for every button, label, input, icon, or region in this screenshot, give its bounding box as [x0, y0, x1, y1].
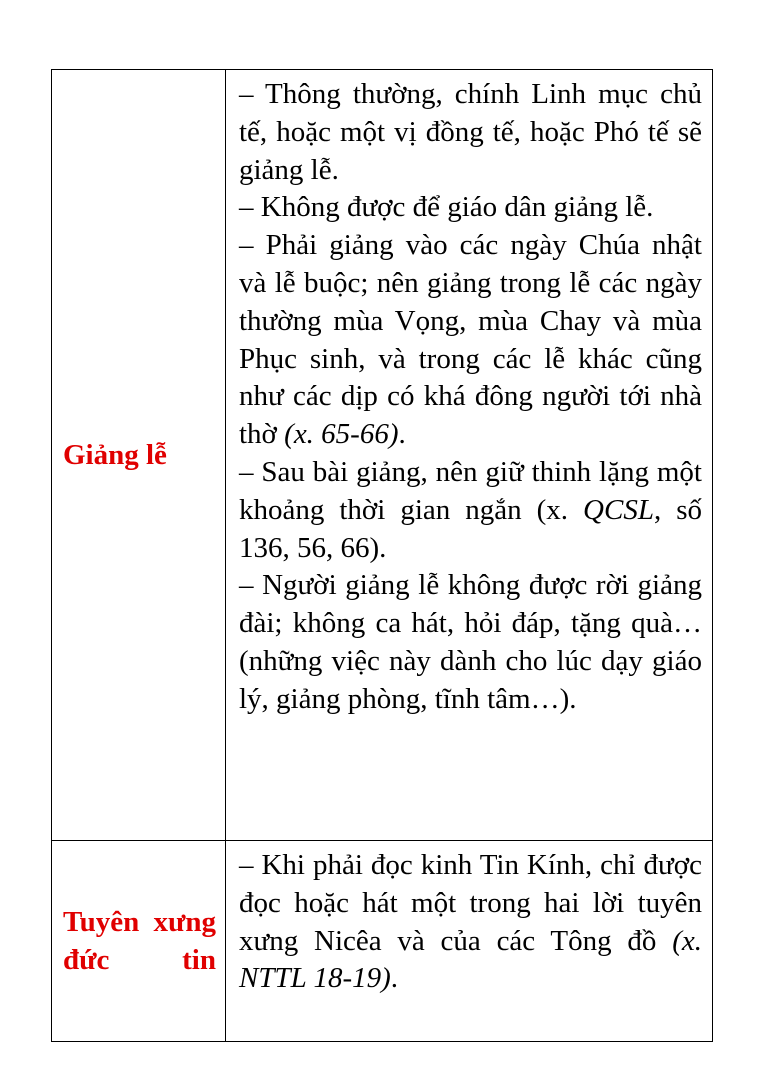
paragraph-tail: .: [390, 962, 399, 995]
paragraph-tail: .: [398, 418, 406, 451]
citation: QCSL: [583, 493, 654, 526]
paragraph: [239, 227, 702, 454]
paragraph: [239, 847, 702, 998]
citation: (x. 65-66): [284, 418, 399, 451]
row-content: [226, 70, 713, 841]
row-content: [226, 841, 713, 1042]
liturgy-table: [51, 69, 713, 1042]
row-heading: [52, 841, 226, 1042]
paragraph-text: – Khi phải đọc kinh Tin Kính, chỉ được đọc hoặc hát một trong hai lời tuyên xưng Nicêa và của các Tông đồ: [239, 849, 702, 957]
paragraph-text: – Thông thường, chính Linh mục chủ tế, hoặc một vị đồng tế, hoặc Phó tế sẽ giảng lễ.: [239, 78, 702, 186]
paragraph: [239, 189, 702, 227]
heading-text: Giảng lễ: [63, 439, 167, 471]
heading-text: Tuyên xưng đức tin: [63, 906, 216, 976]
paragraph: [239, 76, 702, 189]
paragraph: [239, 567, 702, 718]
paragraph-text: – Người giảng lễ không được rời giảng đài; không ca hát, hỏi đáp, tặng quà… (những việc này dành cho lúc dạy giáo lý, giảng phòng, tĩnh tâm…).: [239, 569, 702, 715]
table-row: [52, 70, 713, 841]
row-heading: [52, 70, 226, 841]
paragraph: [239, 454, 702, 567]
paragraph-text: – Sau bài giảng, nên giữ thinh lặng một khoảng thời gian ngắn (x.: [239, 455, 702, 526]
citation: (x. NTTL 18-19): [239, 924, 702, 995]
paragraph-tail: , số 136, 56, 66).: [239, 493, 702, 564]
paragraph-text: – Phải giảng vào các ngày Chúa nhật và lễ buộc; nên giảng trong lễ các ngày thường mùa Vọng, mùa Chay và mùa Phục sinh, và trong các lễ khác cũng như các dịp có khá đông người tới nhà thờ: [239, 229, 702, 451]
paragraph-text: – Không được để giáo dân giảng lễ.: [239, 191, 654, 224]
table-row: [52, 841, 713, 1042]
